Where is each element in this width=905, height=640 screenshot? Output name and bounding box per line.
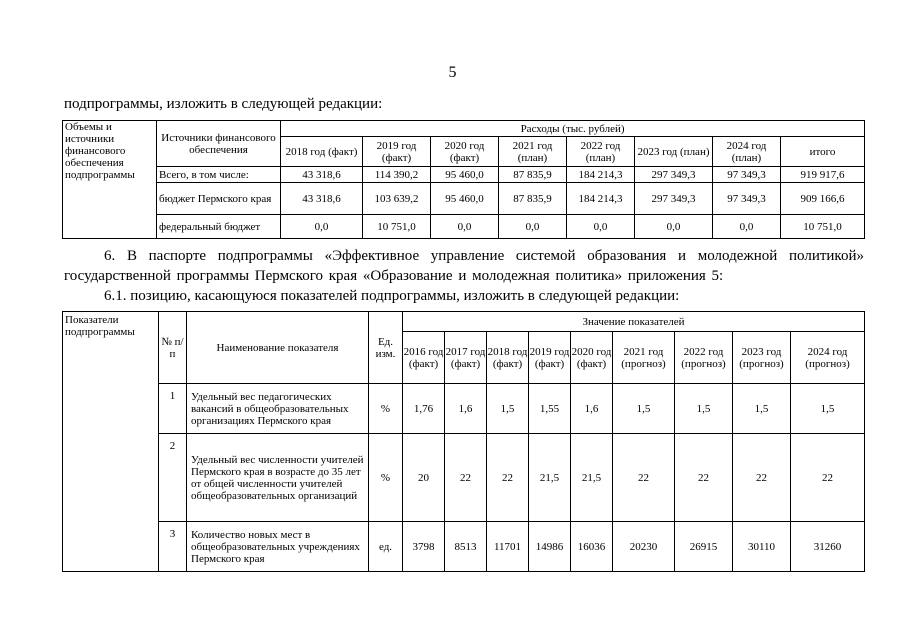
cell-value: 0,0 <box>713 215 781 239</box>
table-row <box>63 167 865 183</box>
cell-value: 22 <box>733 434 791 522</box>
paragraph-6: 6. В паспорте подпрограммы «Эффективное управление системой образования и молодежной политикой» государственной программы Пермского края «Образование и молодежная политика» приложения 5: <box>64 248 864 284</box>
indicators-table <box>62 311 865 572</box>
cell-value: 30110 <box>733 522 791 572</box>
indicator-name: Удельный вес численности учителей Пермского края в возрасте до 35 лет от общей численности учителей общеобразовательных организаций <box>187 434 369 522</box>
cell-value: 8513 <box>445 522 487 572</box>
year-header: 2016 год (факт) <box>403 332 445 384</box>
indicator-name: Удельный вес педагогических вакансий в общеобразовательных организациях Пермского края <box>187 384 369 434</box>
cell-value: 26915 <box>675 522 733 572</box>
cell-value: 97 349,3 <box>713 167 781 183</box>
cell-value: 22 <box>613 434 675 522</box>
unit: % <box>369 384 403 434</box>
total-header: итого <box>781 137 865 167</box>
cell-value: 909 166,6 <box>781 183 865 215</box>
cell-value: 0,0 <box>281 215 363 239</box>
cell-value: 87 835,9 <box>499 167 567 183</box>
name-header: Наименование показателя <box>187 312 369 384</box>
row-label: бюджет Пермского края <box>157 183 281 215</box>
cell-value: 95 460,0 <box>431 167 499 183</box>
table-row <box>63 522 865 572</box>
row-number: 2 <box>159 434 187 522</box>
cell-value: 21,5 <box>529 434 571 522</box>
year-header: 2017 год (факт) <box>445 332 487 384</box>
row-label: федеральный бюджет <box>157 215 281 239</box>
row-label: Всего, в том числе: <box>157 167 281 183</box>
year-header: 2018 год (факт) <box>487 332 529 384</box>
cell-value: 3798 <box>403 522 445 572</box>
cell-value: 1,5 <box>675 384 733 434</box>
unit: % <box>369 434 403 522</box>
cell-value: 1,5 <box>733 384 791 434</box>
cell-value: 0,0 <box>567 215 635 239</box>
year-header: 2021 год (план) <box>499 137 567 167</box>
expenses-header: Расходы (тыс. рублей) <box>281 121 865 137</box>
paragraph-6-1: 6.1. позицию, касающуюся показателей подпрограммы, изложить в следующей редакции: <box>104 288 680 304</box>
cell-value: 114 390,2 <box>363 167 431 183</box>
cell-value: 184 214,3 <box>567 183 635 215</box>
cell-value: 1,5 <box>487 384 529 434</box>
cell-value: 22 <box>675 434 733 522</box>
table-row <box>63 215 865 239</box>
indicators-corner-label: Показатели подпрограммы <box>63 312 159 572</box>
page-number: 5 <box>448 64 457 81</box>
cell-value: 97 349,3 <box>713 183 781 215</box>
cell-value: 43 318,6 <box>281 183 363 215</box>
table-row <box>63 434 865 522</box>
financing-corner-label: Объемы и источники финансового обеспечения подпрограммы <box>63 121 157 239</box>
year-header: 2020 год (факт) <box>571 332 613 384</box>
cell-value: 1,5 <box>791 384 865 434</box>
year-header: 2022 год (план) <box>567 137 635 167</box>
cell-value: 919 917,6 <box>781 167 865 183</box>
year-header: 2019 год (факт) <box>529 332 571 384</box>
year-header: 2024 год (план) <box>713 137 781 167</box>
unit-header: Ед. изм. <box>369 312 403 384</box>
cell-value: 22 <box>487 434 529 522</box>
cell-value: 43 318,6 <box>281 167 363 183</box>
cell-value: 0,0 <box>499 215 567 239</box>
cell-value: 10 751,0 <box>363 215 431 239</box>
cell-value: 20 <box>403 434 445 522</box>
cell-value: 1,55 <box>529 384 571 434</box>
year-header: 2024 год (прогноз) <box>791 332 865 384</box>
cell-value: 184 214,3 <box>567 167 635 183</box>
cell-value: 31260 <box>791 522 865 572</box>
year-header: 2018 год (факт) <box>281 137 363 167</box>
cell-value: 10 751,0 <box>781 215 865 239</box>
cell-value: 87 835,9 <box>499 183 567 215</box>
indicator-name: Количество новых мест в общеобразовательных учреждениях Пермского края <box>187 522 369 572</box>
cell-value: 1,6 <box>445 384 487 434</box>
cell-value: 22 <box>445 434 487 522</box>
cell-value: 21,5 <box>571 434 613 522</box>
row-number: 1 <box>159 384 187 434</box>
num-header: № п/п <box>159 312 187 384</box>
cell-value: 103 639,2 <box>363 183 431 215</box>
cell-value: 95 460,0 <box>431 183 499 215</box>
values-header: Значение показателей <box>403 312 865 332</box>
year-header: 2023 год (план) <box>635 137 713 167</box>
cell-value: 16036 <box>571 522 613 572</box>
year-header: 2022 год (прогноз) <box>675 332 733 384</box>
year-header: 2020 год (факт) <box>431 137 499 167</box>
cell-value: 20230 <box>613 522 675 572</box>
cell-value: 1,76 <box>403 384 445 434</box>
table-row <box>63 183 865 215</box>
cell-value: 297 349,3 <box>635 167 713 183</box>
row-number: 3 <box>159 522 187 572</box>
table-row <box>63 384 865 434</box>
cell-value: 0,0 <box>635 215 713 239</box>
cell-value: 11701 <box>487 522 529 572</box>
cell-value: 1,5 <box>613 384 675 434</box>
source-header: Источники финансового обеспечения <box>157 121 281 167</box>
cell-value: 297 349,3 <box>635 183 713 215</box>
year-header: 2021 год (прогноз) <box>613 332 675 384</box>
cell-value: 1,6 <box>571 384 613 434</box>
cell-value: 14986 <box>529 522 571 572</box>
cell-value: 0,0 <box>431 215 499 239</box>
financing-table <box>62 120 865 239</box>
year-header: 2019 год (факт) <box>363 137 431 167</box>
unit: ед. <box>369 522 403 572</box>
year-header: 2023 год (прогноз) <box>733 332 791 384</box>
cell-value: 22 <box>791 434 865 522</box>
intro-text: подпрограммы, изложить в следующей редакции: <box>64 96 383 112</box>
